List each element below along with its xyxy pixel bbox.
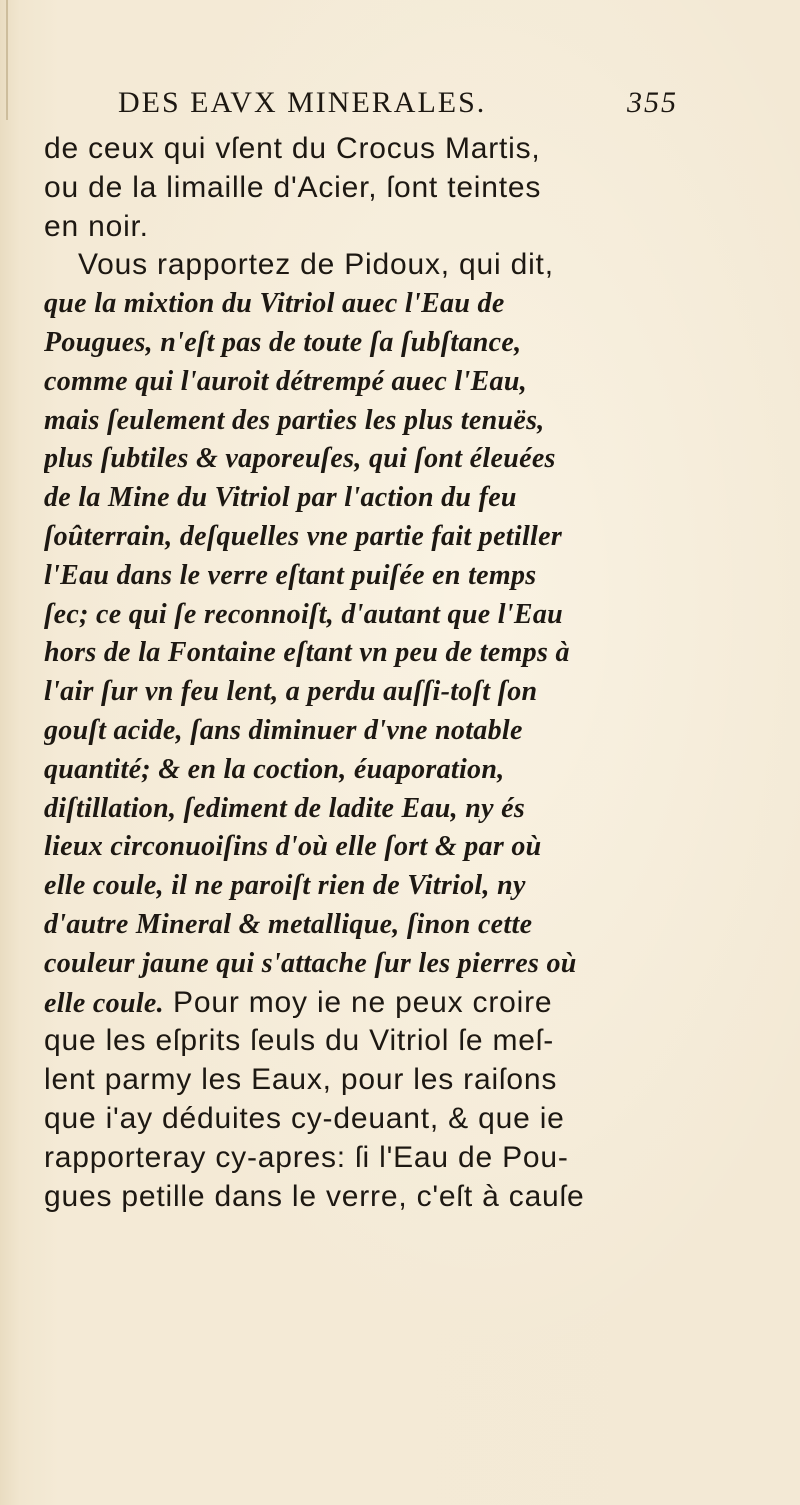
text-line: que les eſprits ſeuls du Vitriol ſe meſ- xyxy=(44,1024,554,1058)
text-line: plus ſubtiles & vaporeuſes, qui ſont éleuées xyxy=(44,443,556,475)
text-line: l'Eau dans le verre eſtant puiſée en temps xyxy=(44,559,537,591)
text-line: Pougues, n'eſt pas de toute ſa ſubſtance, xyxy=(44,326,522,358)
text-line: d'autre Mineral & metallique, ſinon cette xyxy=(44,908,533,940)
text-line: de la Mine du Vitriol par l'action du feu xyxy=(44,482,517,514)
text-line: lent parmy les Eaux, pour les raiſons xyxy=(44,1063,558,1097)
text-line: diſtillation, ſediment de ladite Eau, ny és xyxy=(44,792,526,824)
text-line: de ceux qui vſent du Crocus Martis, xyxy=(44,132,541,165)
body-text xyxy=(44,130,764,1216)
text-line: Vous rapportez de Pidoux, qui dit, xyxy=(78,248,554,282)
text-line: l'air ſur vn feu lent, a perdu auſſi-toſt ſon xyxy=(44,676,538,708)
text-line: ſoûterrain, deſquelles vne partie fait petiller xyxy=(44,520,563,552)
text-line: que i'ay déduites cy-deuant, & que ie xyxy=(44,1101,565,1135)
text-line: que la mixtion du Vitriol auec l'Eau de xyxy=(44,288,505,320)
text-line: gouſt acide, ſans diminuer d'vne notable xyxy=(44,714,523,746)
italic-fragment: elle coule. xyxy=(44,987,164,1019)
text-line: elle coule, il ne paroiſt rien de Vitriol, ny xyxy=(44,870,526,902)
text-line: gues petille dans le verre, c'eſt à cauſe xyxy=(44,1179,585,1213)
text-line: comme qui l'auroit détrempé auec l'Eau, xyxy=(44,365,528,397)
text-line: quantité; & en la coction, éuaporation, xyxy=(44,753,505,785)
text-line: rapporteray cy-apres: ſi l'Eau de Pou- xyxy=(44,1140,569,1174)
text-line: lieux circonuoiſins d'où elle ſort & par où xyxy=(44,831,542,863)
running-head: DES EAVX MINERALES. xyxy=(118,86,487,119)
text-line-mixed xyxy=(44,984,764,1023)
page-number: 355 xyxy=(627,86,678,119)
text-line: couleur jaune qui s'attache ſur les pierres où xyxy=(44,947,577,979)
text-line: hors de la Fontaine eſtant vn peu de temps à xyxy=(44,637,570,669)
page-header xyxy=(118,86,678,126)
text-line: ſec; ce qui ſe reconnoiſt, d'autant que l'Eau xyxy=(44,598,564,630)
text-line: mais ſeulement des parties les plus tenuës, xyxy=(44,404,545,436)
roman-fragment: Pour moy ie ne peux croire xyxy=(163,985,553,1019)
page-gutter-edge xyxy=(6,0,8,120)
text-line: en noir. xyxy=(44,209,149,243)
text-line: ou de la limaille d'Acier, ſont teintes xyxy=(44,170,542,204)
